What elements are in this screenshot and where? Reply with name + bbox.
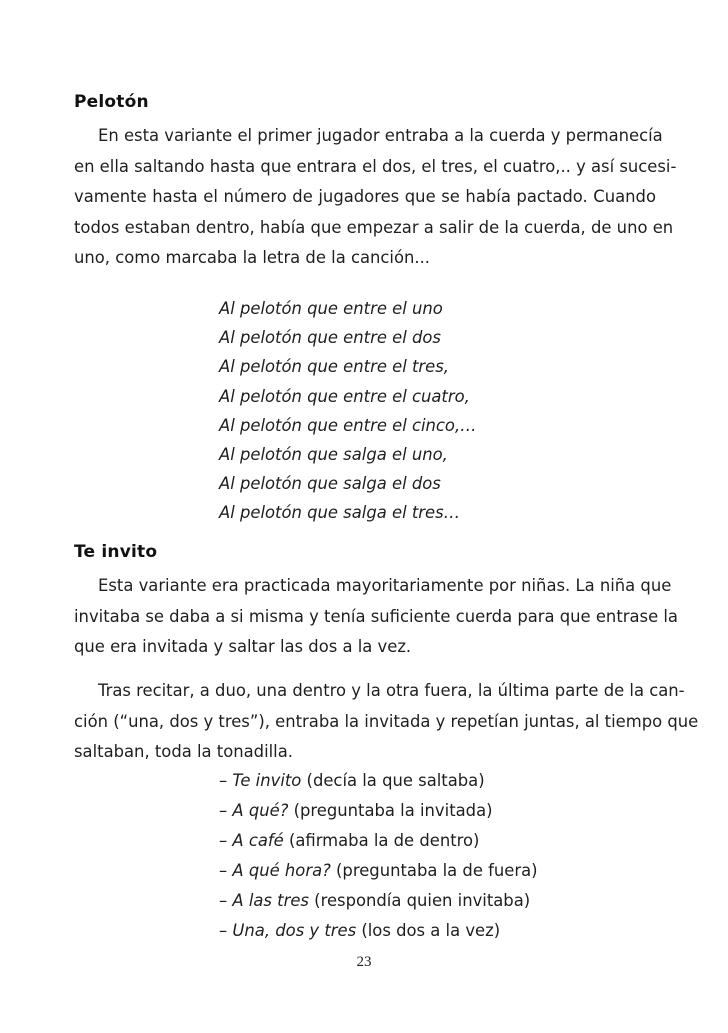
dialog-line (219, 856, 538, 886)
stage-note: (preguntaba la invitada) (288, 801, 493, 820)
spoken-text: A las tres (232, 891, 309, 910)
verse-line: Al pelotón que salga el uno, (219, 445, 448, 465)
dash: – (219, 771, 233, 790)
dialog-line (219, 796, 538, 826)
section-heading-te-invito: Te invito (74, 542, 158, 562)
text-line: vamente hasta el número de jugadores que se había pactado. Cuando (74, 187, 656, 206)
dash: – (219, 831, 233, 850)
dash: – (219, 891, 233, 910)
dash: – (219, 801, 233, 820)
verse-line: Al pelotón que entre el dos (219, 328, 441, 348)
paragraph-te-invito-1 (74, 571, 678, 663)
text-line: Esta variante era practicada mayoritariamente por niñas. La niña que (98, 576, 672, 595)
stage-note: (respondía quien invitaba) (308, 891, 531, 910)
verse-line: Al pelotón que entre el cuatro, (219, 386, 470, 406)
section-heading-peloton: Pelotón (74, 92, 149, 112)
text-line: saltaban, toda la tonadilla. (74, 742, 293, 761)
verse-line: Al pelotón que entre el tres, (219, 357, 449, 377)
dash: – (219, 921, 233, 940)
dialog-line (219, 916, 538, 946)
text-line: en ella saltando hasta que entrara el dos, el tres, el cuatro,.. y así sucesi- (74, 156, 677, 176)
verse-line: Al pelotón que entre el cinco,… (219, 415, 477, 435)
verse-line: Al pelotón que salga el tres… (219, 503, 461, 523)
paragraph-peloton (74, 121, 677, 274)
spoken-text: Te invito (232, 771, 302, 790)
text-line: todos estaban dentro, había que empezar a salir de la cuerda, de uno en (74, 217, 674, 237)
text-line: ción (“una, dos y tres”), entraba la invitada y repetían juntas, al tiempo que (74, 711, 699, 731)
paragraph-te-invito-2 (74, 676, 699, 768)
text-line: que era invitada y saltar las dos a la vez. (74, 637, 412, 656)
stage-note: (preguntaba la de fuera) (330, 861, 538, 880)
spoken-text: A qué? (232, 801, 289, 820)
dialog-line (219, 766, 538, 796)
text-line: uno, como marcaba la letra de la canción... (74, 248, 430, 267)
verse-line: Al pelotón que entre el uno (219, 299, 443, 318)
stage-note: (decía la que saltaba) (301, 771, 485, 790)
text-line: En esta variante el primer jugador entraba a la cuerda y permanecía (98, 126, 663, 145)
text-line: Tras recitar, a duo, una dentro y la otra fuera, la última parte de la can- (98, 681, 685, 700)
stage-note: (afirmaba la de dentro) (283, 831, 480, 850)
dialog-line (219, 886, 538, 916)
verse-line: Al pelotón que salga el dos (219, 474, 441, 494)
spoken-text: A café (232, 831, 284, 850)
page-number: 23 (356, 954, 372, 970)
spoken-text: Una, dos y tres (232, 921, 357, 940)
stage-note: (los dos a la vez) (356, 921, 501, 940)
dialog-line (219, 826, 538, 856)
text-line: invitaba se daba a si misma y tenía suficiente cuerda para que entrase la (74, 606, 678, 626)
dialog-te-invito (219, 766, 538, 946)
spoken-text: A qué hora? (232, 861, 331, 880)
song-verses-peloton (219, 294, 477, 528)
dash: – (219, 861, 233, 880)
